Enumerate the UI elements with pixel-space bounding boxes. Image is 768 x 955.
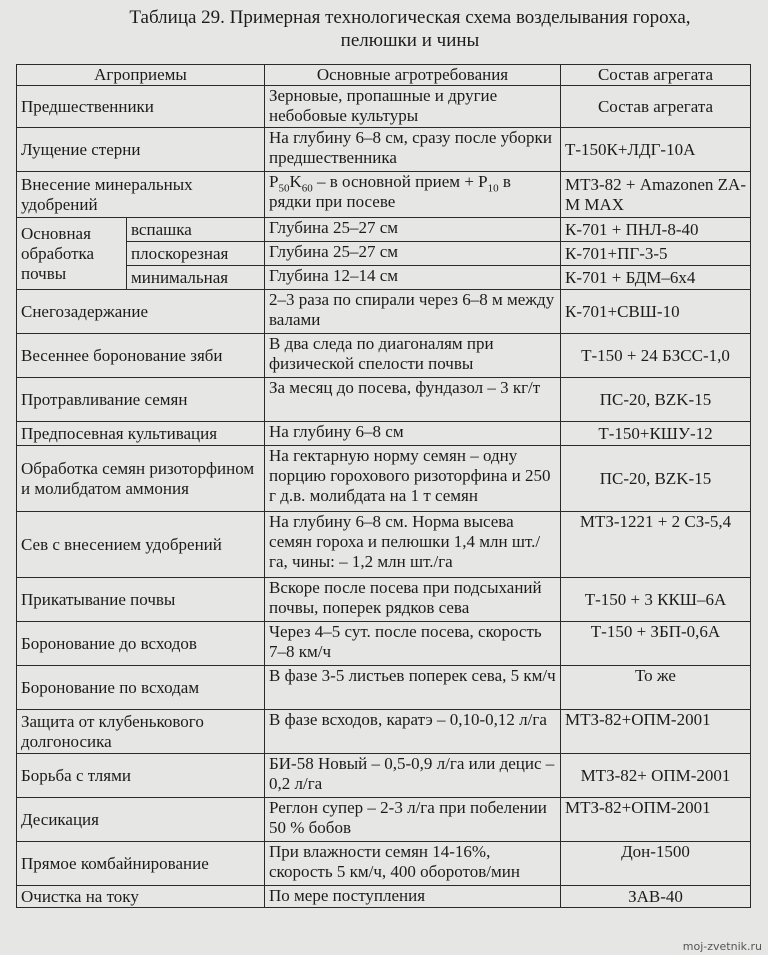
requirement-cell: $P_{50}K_{60}$ – в основной прием + $P_{10}$ в рядки при посеве — [265, 172, 561, 218]
table-row — [17, 290, 751, 334]
unit-cell: Т-150 + ЗБП-0,6А — [561, 622, 751, 666]
unit-cell: МТЗ-82+ОПМ-2001 — [561, 798, 751, 842]
tillage-subtype: плоскорезная — [127, 242, 265, 266]
requirement-cell: На глубину 6–8 см, сразу после уборки предшественника — [265, 128, 561, 172]
requirement-cell: БИ-58 Новый – 0,5-0,9 л/га или децис – 0,2 л/га — [265, 754, 561, 798]
table-row — [17, 86, 751, 128]
table-row — [17, 378, 751, 422]
unit-cell: К-701 + ПНЛ-8-40 — [561, 218, 751, 242]
requirement-cell: Глубина 12–14 см — [265, 266, 561, 290]
operation-cell: Сев с внесением удобрений — [17, 512, 265, 578]
tillage-subtype: минимальная — [127, 266, 265, 290]
unit-cell: Т-150 + 3 ККШ–6А — [561, 578, 751, 622]
unit-cell: ПС-20, BZK-15 — [561, 378, 751, 422]
requirement-cell: Глубина 25–27 см — [265, 218, 561, 242]
requirement-cell: Зерновые, пропашные и другие небобовые культуры — [265, 86, 561, 128]
header-requirements: Основные агротребования — [265, 65, 561, 86]
unit-cell: К-701+СВШ-10 — [561, 290, 751, 334]
requirement-cell: 2–3 раза по спирали через 6–8 м между валами — [265, 290, 561, 334]
requirement-cell: На гектарную норму семян – одну порцию горохового ризоторфина и 250 г д.в. молибдата на 1 т семян — [265, 446, 561, 512]
operation-cell: Снегозадержание — [17, 290, 265, 334]
table-row — [17, 512, 751, 578]
requirement-cell: Реглон супер – 2-3 л/га при побелении 50 % бобов — [265, 798, 561, 842]
operation-cell: Очистка на току — [17, 886, 265, 908]
caption-line-2: пелюшки и чины — [340, 30, 480, 51]
unit-cell: К-701 + БДМ–6х4 — [561, 266, 751, 290]
requirement-cell: При влажности семян 14-16%, скорость 5 км/ч, 400 оборотов/мин — [265, 842, 561, 886]
operation-cell: Протравливание семян — [17, 378, 265, 422]
table-row — [17, 128, 751, 172]
caption-line-1: Таблица 29. Примерная технологическая схема возделывания гороха, — [129, 7, 691, 28]
operation-cell: Защита от клубенькового долгоносика — [17, 710, 265, 754]
table-row — [17, 622, 751, 666]
header-row — [17, 65, 751, 86]
requirement-cell: На глубину 6–8 см — [265, 422, 561, 446]
unit-cell: МТЗ-1221 + 2 СЗ-5,4 — [561, 512, 751, 578]
requirement-cell: Глубина 25–27 см — [265, 242, 561, 266]
requirement-cell: В фазе 3-5 листьев поперек сева, 5 км/ч — [265, 666, 561, 710]
unit-cell: Т-150 + 24 БЗСС-1,0 — [561, 334, 751, 378]
unit-cell: МТЗ-82+ ОПМ-2001 — [561, 754, 751, 798]
operation-cell: Весеннее боронование зяби — [17, 334, 265, 378]
requirement-cell: В фазе всходов, каратэ – 0,10-0,12 л/га — [265, 710, 561, 754]
unit-cell: ПС-20, BZK-15 — [561, 446, 751, 512]
requirement-cell: Вскоре после посева при подсыханий почвы, поперек рядков сева — [265, 578, 561, 622]
operation-cell: Боронование до всходов — [17, 622, 265, 666]
watermark: moj-zvetnik.ru — [682, 940, 762, 953]
table-row — [17, 666, 751, 710]
table-row — [17, 218, 751, 242]
unit-cell: Дон-1500 — [561, 842, 751, 886]
unit-cell: Т-150К+ЛДГ-10А — [561, 128, 751, 172]
table-row — [17, 710, 751, 754]
operation-cell: Предшественники — [17, 86, 265, 128]
technology-table — [16, 64, 751, 908]
unit-cell: МТЗ-82 + Amazonen ZA-M MAX — [561, 172, 751, 218]
operation-cell: Прикатывание почвы — [17, 578, 265, 622]
table-row — [17, 334, 751, 378]
requirement-cell: По мере поступления — [265, 886, 561, 908]
table-row — [17, 446, 751, 512]
requirement-cell: В два следа по диагоналям при физической спелости почвы — [265, 334, 561, 378]
table-row — [17, 578, 751, 622]
table-row — [17, 242, 751, 266]
unit-cell: ЗАВ-40 — [561, 886, 751, 908]
operation-cell: Прямое комбайнирование — [17, 842, 265, 886]
unit-cell: Т-150+КШУ-12 — [561, 422, 751, 446]
tillage-operation-cell: Основная обработка почвы — [17, 218, 127, 290]
table-row — [17, 886, 751, 908]
table-row — [17, 266, 751, 290]
operation-cell: Боронование по всходам — [17, 666, 265, 710]
unit-cell: МТЗ-82+ОПМ-2001 — [561, 710, 751, 754]
table-row — [17, 422, 751, 446]
table-row — [17, 798, 751, 842]
header-unit: Состав агрегата — [561, 65, 751, 86]
operation-cell: Обработка семян ризоторфином и молибдатом аммония — [17, 446, 265, 512]
header-operations: Агроприемы — [17, 65, 265, 86]
operation-cell: Лущение стерни — [17, 128, 265, 172]
requirement-cell: На глубину 6–8 см. Норма высева семян гороха и пелюшки 1,4 млн шт./га, чины: – 1,2 млн шт./га — [265, 512, 561, 578]
operation-cell: Борьба с тлями — [17, 754, 265, 798]
table-caption — [60, 6, 760, 52]
unit-cell: К-701+ПГ-3-5 — [561, 242, 751, 266]
operation-cell: Десикация — [17, 798, 265, 842]
table-row — [17, 172, 751, 218]
requirement-cell: Через 4–5 сут. после посева, скорость 7–8 км/ч — [265, 622, 561, 666]
tillage-subtype: вспашка — [127, 218, 265, 242]
requirement-cell: За месяц до посева, фундазол – 3 кг/т — [265, 378, 561, 422]
unit-cell: То же — [561, 666, 751, 710]
operation-cell: Внесение минеральных удобрений — [17, 172, 265, 218]
table-row — [17, 754, 751, 798]
table-row — [17, 842, 751, 886]
operation-cell: Предпосевная культивация — [17, 422, 265, 446]
unit-cell: Состав агрегата — [561, 86, 751, 128]
